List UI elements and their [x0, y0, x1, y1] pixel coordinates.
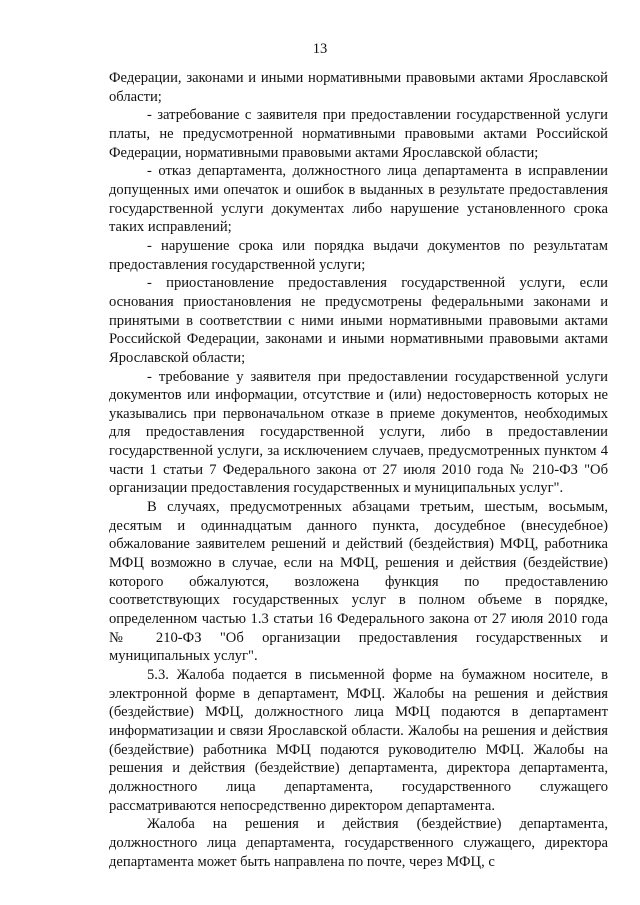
document-body [109, 69, 608, 871]
paragraph-refusal-to-correct: - отказ департамента, должностного лица департамента в исправлении допущенных ими опечаток и ошибок в выданных в результате предоставления государственной услуги документах либо нарушение установленного срока таких исправлений; [109, 163, 608, 236]
paragraph-mfc-appeal-cases: В случаях, предусмотренных абзацами третьим, шестым, восьмым, десятым и одиннадцатым данного пункта, досудебное (внесудебное) обжалование заявителем решений и действий (бездействия) МФЦ, работника МФЦ возможно в случае, если на МФЦ, решения и действия (бездействие) которого обжалуются, возложена функция по предоставлению соответствующих государственных услуг в полном объеме в порядке, определенном частью 1.3 статьи 16 Федерального закона от 27 июля 2010 года № 210-ФЗ "Об организации предоставления государственных и муниципальных услуг". [109, 499, 608, 665]
paragraph-complaint-submission: Жалоба на решения и действия (бездействие) департамента, должностного лица департамента, государственного служащего, директора департамента может быть направлена по почте, через МФЦ, с [109, 816, 608, 870]
paragraph-5-3-complaint-filing: 5.3. Жалоба подается в письменной форме на бумажном носителе, в электронной форме в департамент, МФЦ. Жалобы на решения и действия (бездействие) МФЦ, должностного лица МФЦ подаются в департамент информатизации и связи Ярославской области. Жалобы на решения и действия (бездействие) работника МФЦ подаются руководителю МФЦ. Жалобы на решения и действия (бездействие) департамента, директора департамента, должностного лица департамента, государственного служащего рассматриваются непосредственно директором департамента. [109, 667, 608, 814]
paragraph-fee-requirement: - затребование с заявителя при предоставлении государственной услуги платы, не предусмотренной нормативными правовыми актами Российской Федерации, нормативными правовыми актами Ярославской области; [109, 107, 608, 161]
paragraph-suspension: - приостановление предоставления государственной услуги, если основания приостановления не предусмотрены федеральными законами и принятыми в соответствии с ними иными нормативными правовыми актами Российской Федерации, законами и иными нормативными правовыми актами Ярославской области; [109, 275, 608, 366]
paragraph-document-requirement: - требование у заявителя при предоставлении государственной услуги документов или информации, отсутствие и (или) недостоверность которых не указывались при первоначальном отказе в приеме документов, необходимых для предоставления государственной услуги, либо в предоставлении государственной услуги, за исключением случаев, предусмотренных пунктом 4 части 1 статьи 7 Федерального закона от 27 июля 2010 года № 210-ФЗ "Об организации предоставления государственных и муниципальных услуг". [109, 368, 608, 497]
page-number: 13 [312, 41, 328, 57]
paragraph-federation-laws: Федерации, законами и иными нормативными правовыми актами Ярославской области; [109, 70, 608, 105]
paragraph-deadline-violation: - нарушение срока или порядка выдачи документов по результатам предоставления государственной услуги; [109, 237, 608, 273]
